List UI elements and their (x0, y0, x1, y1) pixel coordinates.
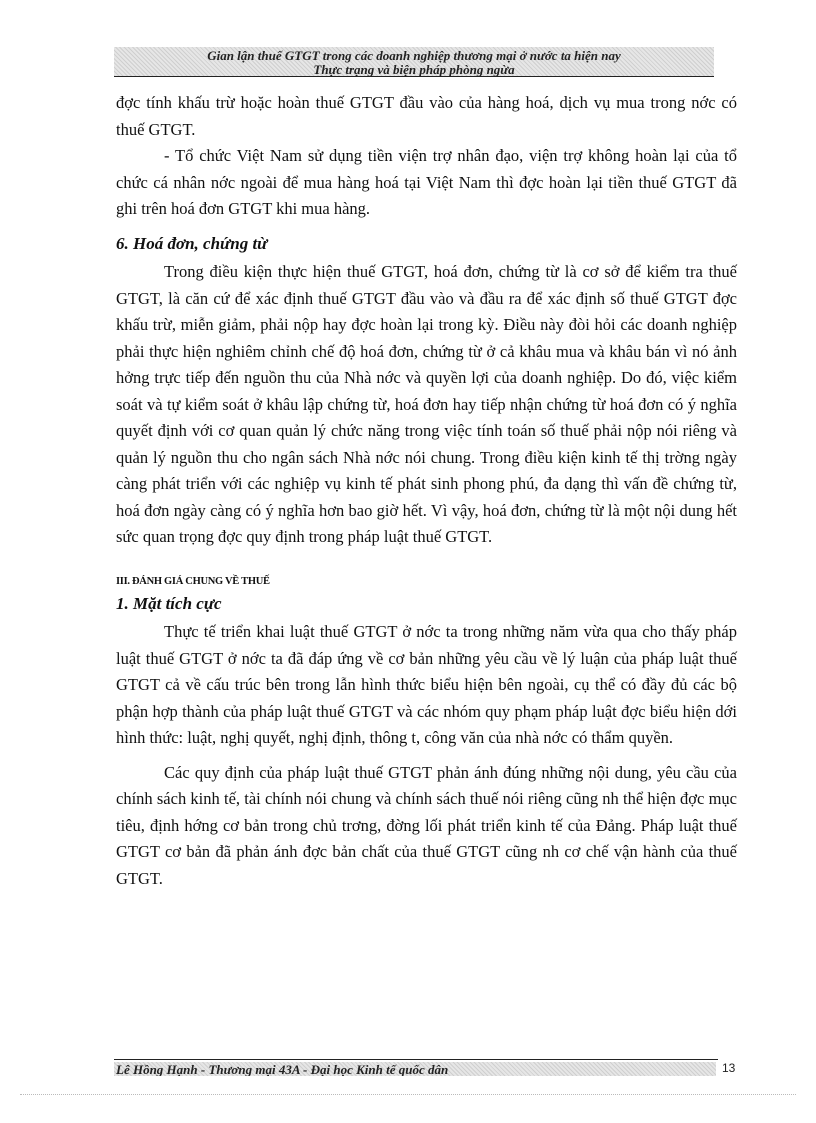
page-number: 13 (722, 1061, 736, 1075)
paragraph-continued: đợc tính khấu trừ hoặc hoàn thuế GTGT đầu vào của hàng hoá, dịch vụ mua trong nớc có thuế GTGT. (116, 93, 737, 139)
paragraph-positive-2: Các quy định của pháp luật thuế GTGT phản ánh đúng những nội dung, yêu cầu của chính sách kinh tế, tài chính nói chung và chính sách thuế nói riêng cũng nh thể hiện đợc mục tiêu, định hớng cơ bản trong chủ trơng, đờng lối phát triển kinh tế của Đảng. Pháp luật thuế GTGT cơ bản đã phản ánh đợc bản chất của thuế GTGT cũng nh cơ chế vận hành của thuế GTGT. (116, 762, 737, 888)
heading-invoices: 6. Hoá đơn, chứng từ (116, 233, 268, 253)
document-body (116, 90, 737, 892)
header-title-line2: Thực trạng và biện pháp phòng ngừa (313, 62, 515, 77)
header-title-line1: Gian lận thuế GTGT trong các doanh nghiệp thương mại ở nước ta hiện nay (207, 48, 621, 63)
page-bottom-edge (20, 1094, 796, 1095)
heading-positive-aspects: 1. Mặt tích cực (116, 593, 222, 613)
page-footer (114, 1062, 716, 1076)
page-header (114, 47, 714, 77)
footer-divider (114, 1059, 718, 1060)
paragraph-invoices: Trong điều kiện thực hiện thuế GTGT, hoá đơn, chứng từ là cơ sở để kiểm tra thuế GTGT, là căn cứ để xác định thuế GTGT đầu vào và đầu ra để xác định số thuế GTGT đợc khấu trừ, miễn giảm, phải nộp hay đợc hoàn lại trong kỳ. Điều này đòi hỏi các doanh nghiệp phải thực hiện nghiêm chỉnh chế độ hoá đơn, chứng từ ở cả khâu mua và khâu bán vì nó ảnh hởng trực tiếp đến nguồn thu của Nhà nớc và quyền lợi của doanh nghiệp. Do đó, việc kiểm soát và tự kiểm soát ở khâu lập chứng từ, hoá đơn hay tiếp nhận chứng từ hoá đơn có ý nghĩa quyết định với cơ quan quản lý chức năng trong việc tính toán số thuế phải nộp nói riêng và quản lý nguồn thu cho ngân sách Nhà nớc nói chung. Trong điều kiện kinh tế thị trờng ngày càng phát triển với các nghiệp vụ kinh tế phát sinh phong phú, đa dạng thì vấn đề chứng từ, hoá đơn ngày càng có ý nghĩa hơn bao giờ hết. Vì vậy, hoá đơn, chứng từ là một nội dung hết sức quan trọng đợc quy định trong pháp luật thuế GTGT. (116, 262, 737, 546)
paragraph-positive-1: Thực tế triển khai luật thuế GTGT ở nớc ta trong những năm vừa qua cho thấy pháp luật thuế GTGT ở nớc ta đã đáp ứng về cơ bản những yêu cầu về lý luận của pháp luật thuế GTGT cả về cấu trúc bên trong lẫn hình thức biểu hiện bên ngoài, cụ thể có đầy đủ các bộ phận hợp thành của pháp luật thuế GTGT và các nhóm quy phạm pháp luật đợc biểu hiện dới hình thức: luật, nghị quyết, nghị định, thông t, công văn của nhà nớc có thẩm quyền. (116, 622, 737, 747)
paragraph-aid-refund: - Tổ chức Việt Nam sử dụng tiền viện trợ nhân đạo, viện trợ không hoàn lại của tổ chức cá nhân nớc ngoài để mua hàng hoá tại Việt Nam thì đợc hoàn lại tiền thuế GTGT đã ghi trên hoá đơn GTGT khi mua hàng. (116, 146, 737, 218)
heading-general-evaluation: III. ĐÁNH GIÁ CHUNG VỀ THUẾ (116, 575, 270, 587)
footer-author: Lê Hồng Hạnh - Thương mại 43A - Đại học Kinh tế quốc dân (116, 1062, 449, 1076)
